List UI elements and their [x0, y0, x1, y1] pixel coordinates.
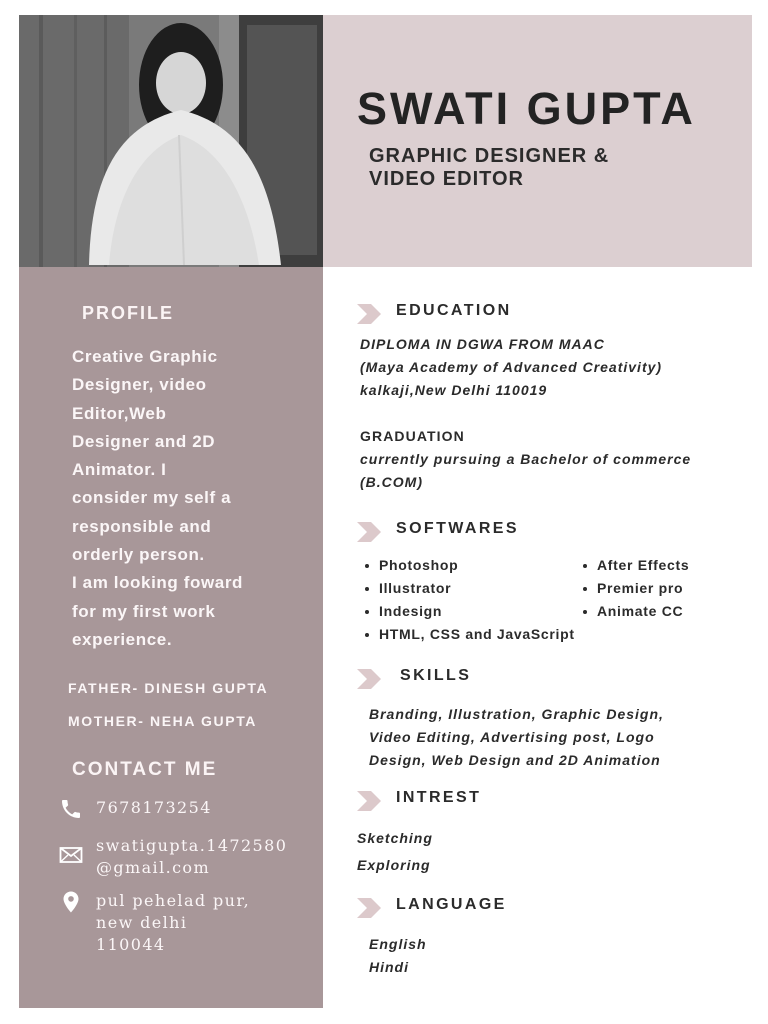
interest-item: Exploring	[357, 857, 431, 873]
software-list-left	[361, 554, 575, 646]
list-item: Indesign	[361, 600, 575, 623]
profile-photo	[19, 15, 323, 267]
list-item: Photoshop	[361, 554, 575, 577]
software-list-right	[579, 554, 689, 623]
list-item: After Effects	[579, 554, 689, 577]
academy-line: (Maya Academy of Advanced Creativity)	[360, 359, 663, 375]
location-pin-icon	[59, 890, 83, 914]
language-item: English	[369, 936, 427, 952]
graduation-line-1: currently pursuing a Bachelor of commerce	[360, 451, 692, 467]
list-item: Premier pro	[579, 577, 689, 600]
home-address: pul pehelad pur, new delhi 110044	[96, 891, 251, 954]
chevron-right-icon	[357, 669, 381, 689]
list-item: HTML, CSS and JavaScript	[361, 623, 575, 646]
chevron-right-icon	[357, 304, 381, 324]
mother-name: MOTHER- NEHA GUPTA	[68, 713, 258, 729]
education-title: EDUCATION	[396, 302, 512, 319]
portrait-illustration	[19, 15, 323, 267]
father-name: FATHER- DINESH GUPTA	[68, 680, 269, 696]
softwares-title: SOFTWARES	[396, 520, 519, 537]
job-title	[369, 145, 609, 191]
skills-line-1: Branding, Illustration, Graphic Design,	[369, 706, 664, 722]
contact-phone	[59, 797, 309, 823]
main-content	[323, 267, 768, 1024]
list-item: Illustrator	[361, 577, 575, 600]
diploma-line: DIPLOMA IN DGWA FROM MAAC	[360, 336, 605, 352]
skills-line-3: Design, Web Design and 2D Animation	[369, 752, 661, 768]
chevron-right-icon	[357, 522, 381, 542]
contact-email	[59, 835, 309, 881]
list-item: Animate CC	[579, 600, 689, 623]
job-title-line-2: VIDEO EDITOR	[369, 168, 524, 190]
contact-address	[59, 890, 309, 960]
phone-icon	[59, 797, 83, 821]
candidate-name: SWATI GUPTA	[357, 83, 696, 134]
email-address: swatigupta.1472580 @gmail.com	[96, 836, 288, 877]
profile-heading: PROFILE	[82, 303, 175, 323]
language-item: Hindi	[369, 959, 409, 975]
skills-title: SKILLS	[400, 667, 472, 684]
interest-title: INTREST	[396, 789, 482, 806]
contact-heading: CONTACT ME	[72, 759, 218, 780]
sidebar	[19, 267, 323, 1008]
language-title: LANGUAGE	[396, 896, 507, 913]
interest-item: Sketching	[357, 830, 433, 846]
phone-number: 7678173254	[96, 798, 212, 817]
skills-line-2: Video Editing, Advertising post, Logo	[369, 729, 655, 745]
job-title-line-1: GRAPHIC DESIGNER &	[369, 145, 610, 167]
profile-summary: Creative Graphic Designer, video Editor,Web Designer and 2D Animator. I consider my self a responsible and orderly person. I am looking foward for my first work experience.	[72, 347, 244, 649]
graduation-line-2: (B.COM)	[360, 474, 423, 490]
mail-icon	[59, 843, 83, 867]
chevron-right-icon	[357, 791, 381, 811]
header-band	[323, 15, 752, 267]
graduation-label: GRADUATION	[360, 428, 465, 444]
chevron-right-icon	[357, 898, 381, 918]
academy-location: kalkaji,New Delhi 110019	[360, 382, 548, 398]
